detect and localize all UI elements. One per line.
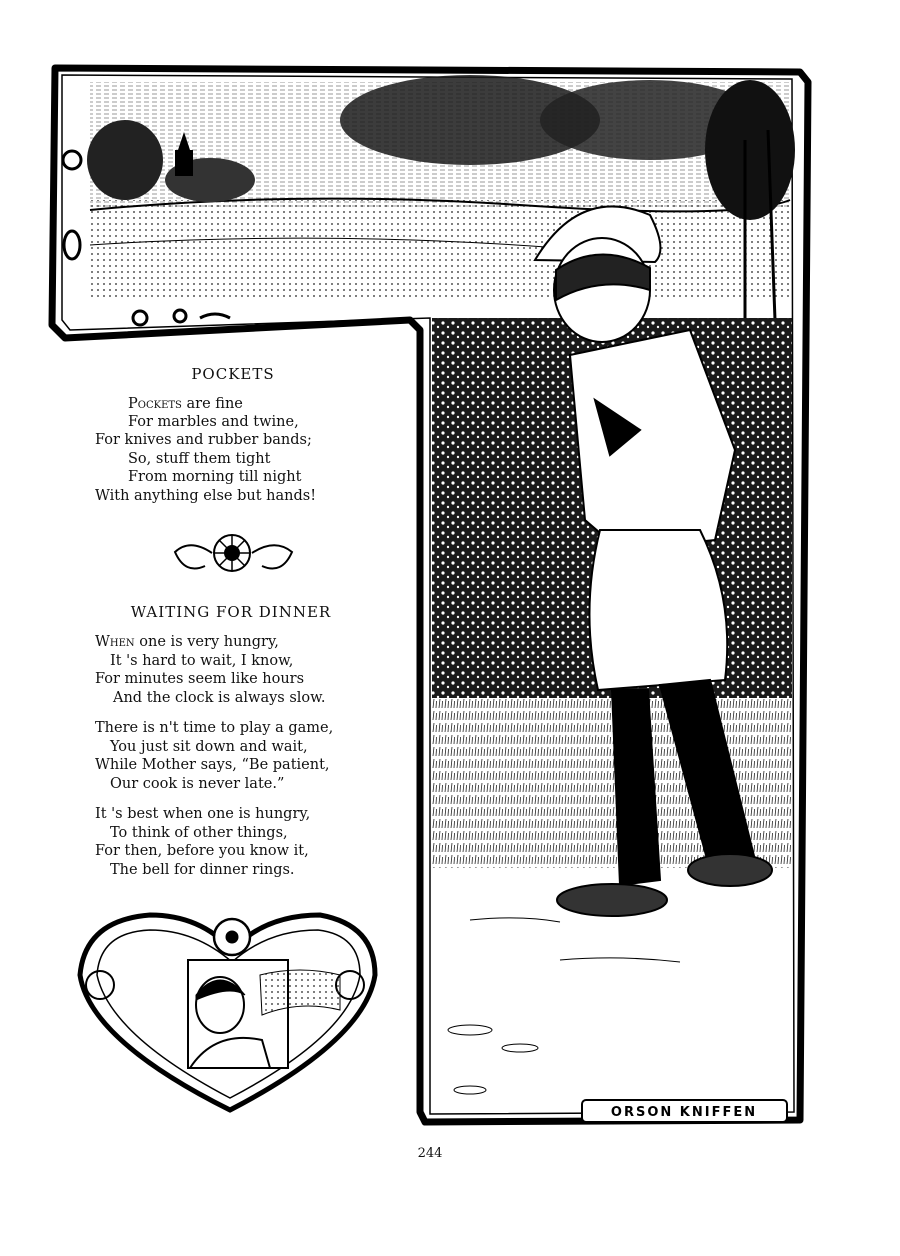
- dinner-line-11: For then, before you know it,: [95, 843, 309, 859]
- dinner-line-5: There is n't time to play a game,: [95, 720, 334, 736]
- dinner-line-3: For minutes seem like hours: [95, 671, 305, 687]
- dinner-line-4: And the clock is always slow.: [113, 690, 326, 706]
- artist-signature: ORSON KNIFFEN: [610, 1105, 758, 1120]
- pockets-line-5: From morning till night: [128, 469, 302, 485]
- heart-vignette: [80, 915, 375, 1110]
- flower-ornament: [175, 535, 292, 571]
- poem-title-waiting-for-dinner: WAITING FOR DINNER: [130, 603, 332, 621]
- dinner-line-1: [95, 633, 279, 651]
- line-text: are fine: [181, 396, 243, 412]
- page-number: 244: [417, 1146, 443, 1161]
- poem-title-pockets: POCKETS: [191, 365, 275, 383]
- dinner-line-8: Our cook is never late.”: [110, 776, 285, 792]
- margin-ornament: [63, 151, 81, 169]
- dropcap-word: Pockets: [128, 396, 182, 412]
- pockets-line-3: For knives and rubber bands;: [95, 432, 312, 448]
- dinner-line-12: The bell for dinner rings.: [110, 862, 295, 878]
- pockets-line-6: With anything else but hands!: [95, 488, 317, 504]
- dinner-line-2: It 's hard to wait, I know,: [110, 653, 294, 669]
- dinner-line-10: To think of other things,: [110, 825, 288, 841]
- dinner-line-7: While Mother says, “Be patient,: [95, 757, 330, 773]
- pockets-line-2: For marbles and twine,: [128, 414, 299, 430]
- dinner-line-6: You just sit down and wait,: [110, 739, 308, 755]
- tree-cluster: [87, 120, 163, 200]
- pockets-line-1: [128, 395, 243, 413]
- dinner-line-9: It 's best when one is hungry,: [95, 806, 311, 822]
- pockets-line-4: So, stuff them tight: [128, 451, 271, 467]
- dropcap-word: When: [95, 634, 135, 650]
- line-text: one is very hungry,: [134, 634, 279, 650]
